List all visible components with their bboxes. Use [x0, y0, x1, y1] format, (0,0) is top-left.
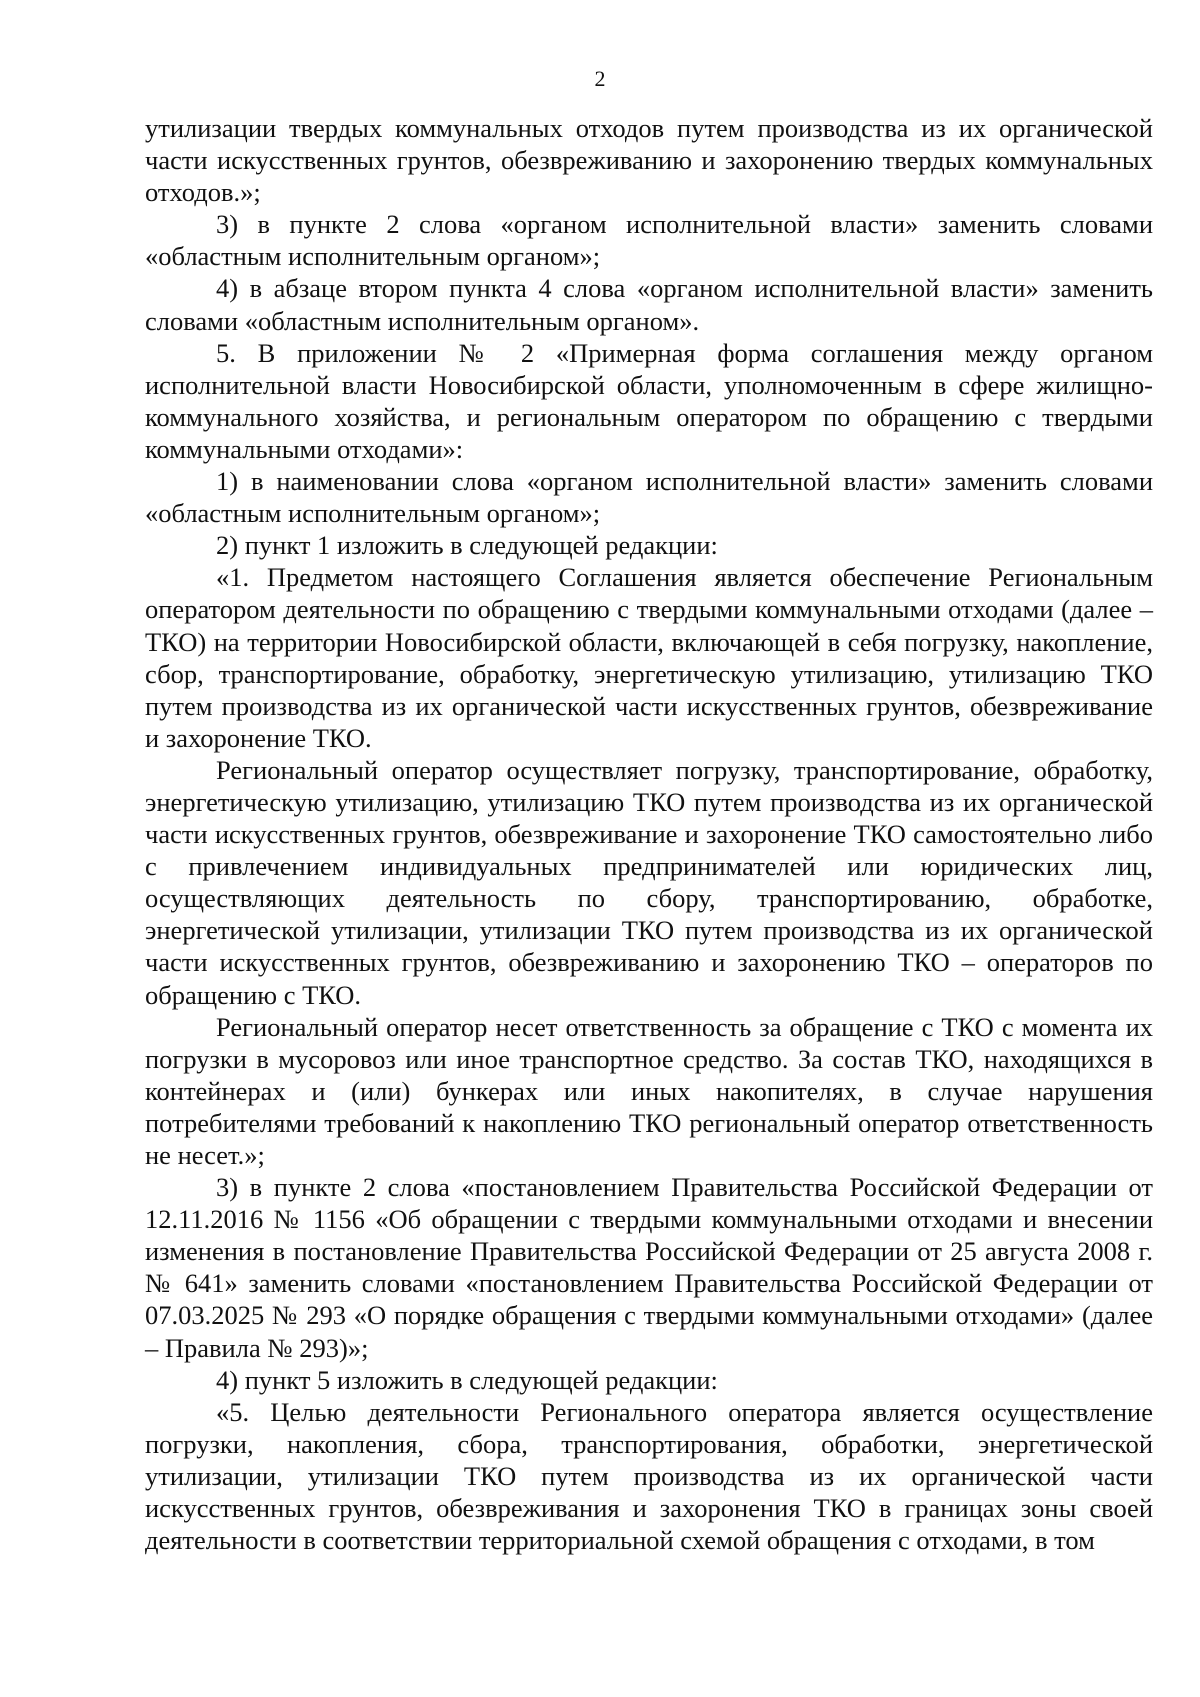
document-body	[145, 112, 1153, 1556]
paragraph-regional-operator-responsibility: Региональный оператор несет ответственность за обращение с ТКО с момента их погрузки в мусоровоз или иное транспортное средство. За состав ТКО, находящихся в контейнерах и (или) бункерах или иных накопителях, в случае нарушения потребителями требований к накоплению ТКО региональный оператор ответственность не несет.»;	[145, 1011, 1153, 1170]
paragraph-quoted-point-1: «1. Предметом настоящего Соглашения является обеспечение Региональным оператором деятельности по обращению с твердыми коммунальными отходами (далее – ТКО) на территории Новосибирской области, включающей в себя погрузку, накопление, сбор, транспортирование, обработку, энергетическую утилизацию, утилизацию ТКО путем производства из их органической части искусственных грунтов, обезвреживание и захоронение ТКО.	[145, 562, 1153, 753]
paragraph-continuation: утилизации твердых коммунальных отходов путем производства из их органической части искусственных грунтов, обезвреживанию и захоронению твердых коммунальных отходов.»;	[145, 113, 1153, 208]
paragraph-subitem-4: 4) пункт 5 изложить в следующей редакции:	[216, 1364, 718, 1395]
paragraph-item-4: 4) в абзаце втором пункта 4 слова «органом исполнительной власти» заменить словами «областным исполнительным органом».	[145, 273, 1153, 336]
paragraph-subitem-1: 1) в наименовании слова «органом исполнительной власти» заменить словами «областным исполнительным органом»;	[145, 466, 1153, 529]
paragraph-item-3: 3) в пункте 2 слова «органом исполнительной власти» заменить словами «областным исполнительным органом»;	[145, 209, 1153, 272]
paragraph-regional-operator-duties: Региональный оператор осуществляет погрузку, транспортирование, обработку, энергетическую утилизацию, утилизацию ТКО путем производства из их органической части искусственных грунтов, обезвреживание и захоронение ТКО самостоятельно либо с привлечением индивидуальных предпринимателей или юридических лиц, осуществляющих деятельность по сбору, транспортированию, обработке, энергетической утилизации, утилизации ТКО путем производства из их органической части искусственных грунтов, обезвреживанию и захоронению ТКО – операторов по обращению с ТКО.	[145, 754, 1153, 1010]
paragraph-subitem-3: 3) в пункте 2 слова «постановлением Правительства Российской Федерации от 12.11.2016 № 1156 «Об обращении с твердыми коммунальными отходами и внесении изменения в постановление Правительства Российской Федерации от 25 августа 2008 г. № 641» заменить словами «постановлением Правительства Российской Федерации от 07.03.2025 № 293 «О порядке обращения с твердыми коммунальными отходами» (далее – Правила № 293)»;	[145, 1172, 1153, 1363]
paragraph-subitem-2: 2) пункт 1 изложить в следующей редакции:	[216, 530, 718, 561]
page-number: 2	[594, 66, 606, 91]
paragraph-section-5: 5. В приложении № 2 «Примерная форма соглашения между органом исполнительной власти Новосибирской области, уполномоченным в сфере жилищно-коммунального хозяйства, и региональным оператором по обращению с твердыми коммунальными отходами»:	[145, 337, 1153, 464]
paragraph-quoted-point-5: «5. Целью деятельности Регионального оператора является осуществление погрузки, накопления, сбора, транспортирования, обработки, энергетической утилизации, утилизации ТКО путем производства из их органической части искусственных грунтов, обезвреживания и захоронения ТКО в границах зоны своей деятельности в соответствии территориальной схемой обращения с отходами, в том	[145, 1396, 1153, 1556]
